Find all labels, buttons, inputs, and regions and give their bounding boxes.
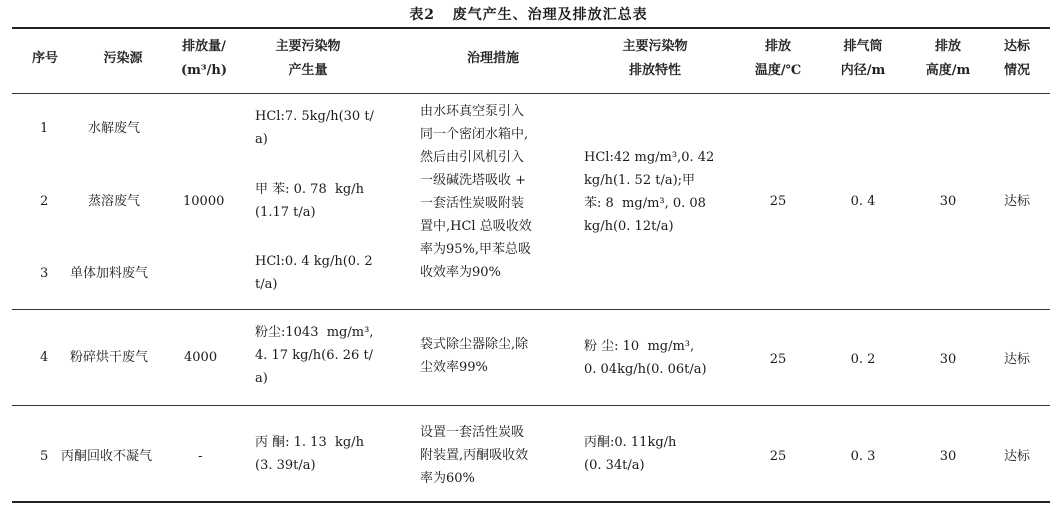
row4-treatment-line: 袋式除尘器除尘,除: [420, 337, 529, 352]
row4-generation-line: 粉尘:1043 mg/m³,: [255, 325, 374, 340]
row4-diameter: 0. 2: [850, 352, 876, 367]
group1-treatment-line: 同一个密闭水箱中,: [420, 127, 529, 142]
header-diameter-line2: 内径/m: [840, 63, 886, 78]
row4-temp: 25: [769, 352, 787, 367]
row1-generation-line1: HCl:7. 5kg/h(30 t/: [255, 109, 374, 124]
row5-treatment-line: 率为60%: [420, 471, 475, 486]
row2-generation-line2: (1.17 t/a): [255, 205, 316, 220]
group1-height: 30: [939, 194, 957, 209]
group1-diameter: 0. 4: [850, 194, 876, 209]
group1-emission-line: HCl:42 mg/m³,0. 42: [584, 150, 715, 165]
header-treatment: 治理措施: [466, 51, 519, 66]
header-generation-line1: 主要污染物: [275, 39, 341, 54]
header-emission-line2: 排放特性: [628, 63, 681, 78]
group1-treatment-line: 收效率为90%: [420, 265, 501, 280]
row3-seq: 3: [40, 266, 49, 281]
header-emission-line1: 主要污染物: [622, 39, 688, 54]
row3-generation-line2: t/a): [255, 277, 278, 292]
header-generation-line2: 产生量: [288, 63, 328, 78]
group1-compliance: 达标: [1003, 194, 1030, 209]
row4-flow: 4000: [184, 350, 218, 365]
group1-temp: 25: [769, 194, 787, 209]
row4-compliance: 达标: [1003, 352, 1030, 367]
header-source: 污染源: [103, 51, 143, 66]
group1-flow: 10000: [183, 194, 225, 209]
group1-emission-line: kg/h(1. 52 t/a);甲: [584, 173, 696, 188]
row2-seq: 2: [40, 194, 49, 209]
header-flow-line1: 排放量/: [182, 39, 226, 54]
row5-seq: 5: [40, 449, 49, 464]
group1-treatment-line: 置中,HCl 总吸收效: [420, 219, 532, 234]
group1-treatment-line: 一级碱洗塔吸收 +: [420, 173, 527, 188]
header-bottom-rule: [12, 93, 1050, 94]
row5-generation-line: (3. 39t/a): [255, 458, 316, 473]
row2-generation-line1: 甲 苯: 0. 78 kg/h: [255, 182, 364, 197]
row4-seq: 4: [40, 350, 49, 365]
header-height-line1: 排放: [934, 39, 961, 54]
group1-treatment-line: 然后由引风机引入: [420, 150, 525, 165]
group1-emission-line: 苯: 8 mg/m³, 0. 08: [584, 196, 706, 211]
row3-generation-line1: HCl:0. 4 kg/h(0. 2: [255, 254, 373, 269]
row4-emission-line: 粉 尘: 10 mg/m³,: [584, 339, 695, 354]
row-divider-1: [12, 309, 1050, 310]
row5-temp: 25: [769, 449, 787, 464]
group1-emission-line: kg/h(0. 12t/a): [584, 219, 674, 234]
row5-flow: -: [198, 449, 203, 464]
row1-source: 水解废气: [88, 121, 141, 136]
row5-compliance: 达标: [1003, 449, 1030, 464]
table-bottom-rule: [12, 501, 1050, 503]
table-top-rule: [12, 27, 1050, 29]
row4-generation-line: 4. 17 kg/h(6. 26 t/: [255, 348, 374, 363]
header-diameter-line1: 排气筒: [843, 39, 883, 54]
header-compliance-line2: 情况: [1003, 63, 1030, 78]
row5-emission-line: 丙酮:0. 11kg/h: [584, 435, 677, 450]
row5-height: 30: [939, 449, 957, 464]
row5-diameter: 0. 3: [850, 449, 876, 464]
row4-emission-line: 0. 04kg/h(0. 06t/a): [584, 362, 707, 377]
group1-treatment-line: 一套活性炭吸附装: [420, 196, 525, 211]
row-divider-2: [12, 405, 1050, 406]
row5-treatment-line: 附装置,丙酮吸收效: [420, 448, 529, 463]
header-compliance-line1: 达标: [1003, 39, 1030, 54]
header-temp-line2: 温度/℃: [754, 63, 802, 78]
row5-source: 丙酮回收不凝气: [61, 449, 153, 464]
group1-treatment-line: 由水环真空泵引入: [420, 104, 525, 119]
group1-treatment-line: 率为95%,甲苯总吸: [420, 242, 532, 257]
row2-source: 蒸溶废气: [88, 194, 141, 209]
row3-source: 单体加料废气: [70, 266, 149, 281]
header-flow-line2: (m³/h): [181, 63, 227, 78]
header-seq: 序号: [31, 51, 58, 66]
header-temp-line1: 排放: [764, 39, 791, 54]
row5-emission-line: (0. 34t/a): [584, 458, 645, 473]
row4-generation-line: a): [255, 371, 268, 386]
row4-height: 30: [939, 352, 957, 367]
row1-seq: 1: [40, 121, 49, 136]
row5-generation-line: 丙 酮: 1. 13 kg/h: [255, 435, 364, 450]
row1-generation-line2: a): [255, 132, 268, 147]
row4-treatment-line: 尘效率99%: [420, 360, 488, 375]
header-height-line2: 高度/m: [925, 63, 971, 78]
row4-source: 粉碎烘干废气: [70, 350, 149, 365]
row5-treatment-line: 设置一套活性炭吸: [420, 425, 525, 440]
table-title: 表2 废气产生、治理及排放汇总表: [409, 7, 648, 23]
